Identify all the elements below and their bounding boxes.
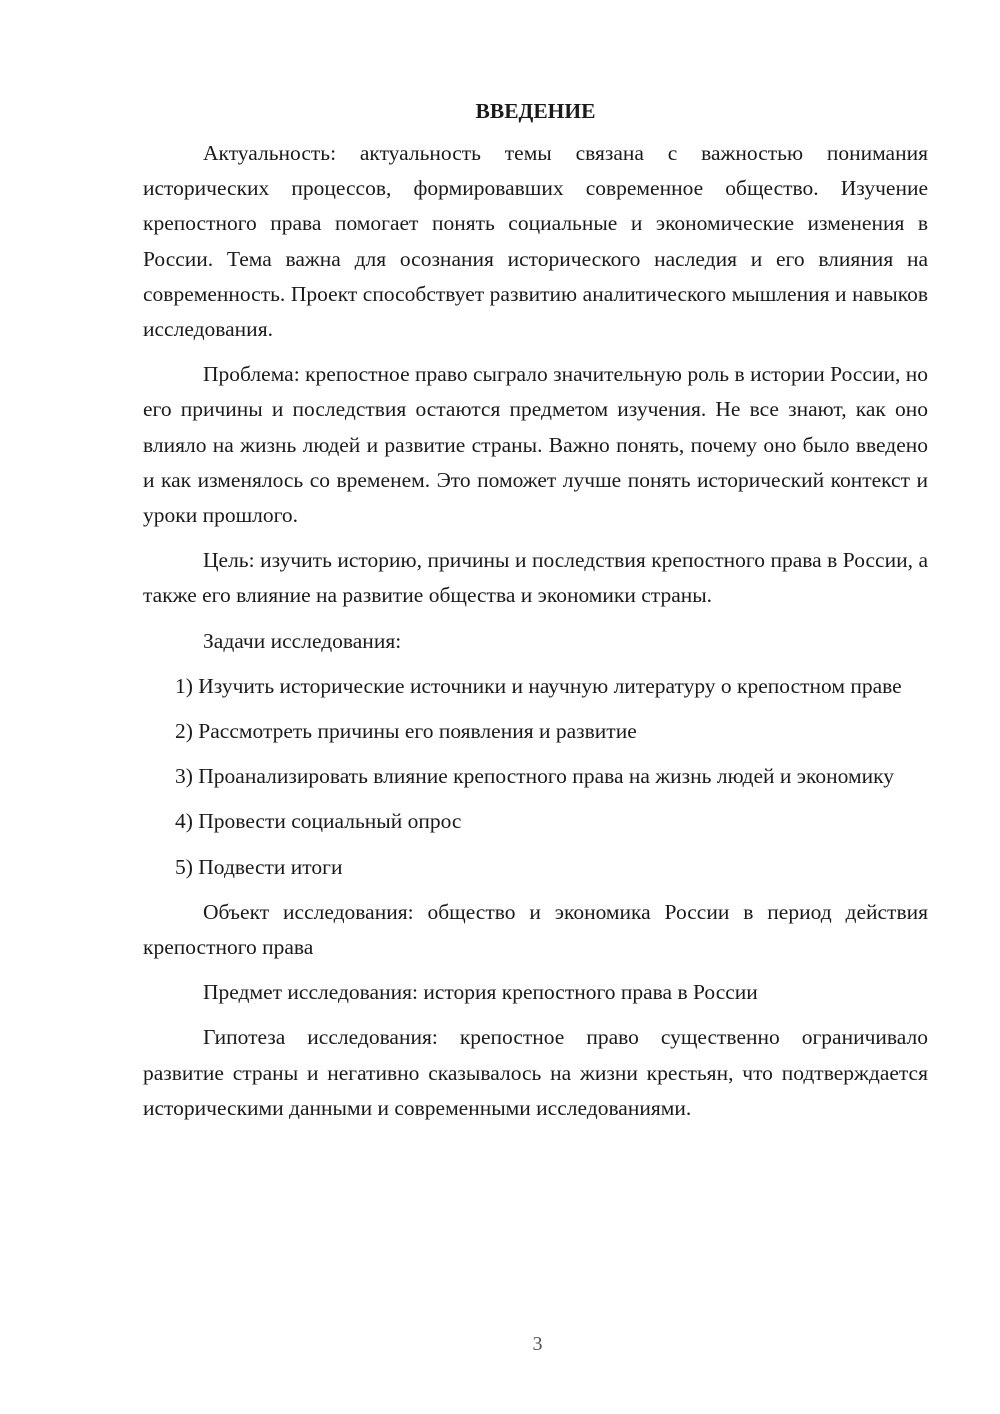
subject-paragraph: Предмет исследования: история крепостного права в России	[203, 980, 758, 1005]
relevance-paragraph: Актуальность: актуальность темы связана с важностью понимания исторических процессов, формировавших современное общество. Изучение крепостного права помогает понять социальные и экономические изменения в России. Тема важна для осознания исторического наследия и его влияния на современность. Проект способствует развитию аналитического мышления и навыков исследования.	[143, 141, 928, 342]
task-item: 2) Рассмотреть причины его появления и развитие	[175, 719, 637, 744]
section-heading: ВВЕДЕНИЕ	[475, 99, 596, 123]
tasks-title: Задачи исследования:	[203, 628, 402, 653]
page-content	[143, 96, 928, 1136]
problem-paragraph: Проблема: крепостное право сыграло значительную роль в истории России, но его причины и последствия остаются предметом изучения. Не все знают, как оно влияло на жизнь людей и развитие страны. Важно понять, почему оно было введено и как изменялось со временем. Это поможет лучше понять исторический контекст и уроки прошлого.	[143, 362, 928, 528]
goal-paragraph: Цель: изучить историю, причины и последствия крепостного права в России, а также его влияние на развитие общества и экономики страны.	[143, 548, 928, 608]
task-item: 1) Изучить исторические источники и научную литературу о крепостном праве	[175, 673, 902, 698]
task-item: 4) Провести социальный опрос	[175, 809, 462, 834]
task-item: 3) Проанализировать влияние крепостного права на жизнь людей и экономику	[175, 764, 894, 789]
task-item: 5) Подвести итоги	[175, 854, 343, 879]
page-number: 3	[532, 1333, 543, 1355]
hypothesis-paragraph: Гипотеза исследования: крепостное право существенно ограничивало развитие страны и негативно сказывалось на жизни крестьян, что подтверждается историческими данными и современными исследованиями.	[143, 1025, 928, 1120]
object-paragraph: Объект исследования: общество и экономика России в период действия крепостного права	[143, 899, 928, 960]
